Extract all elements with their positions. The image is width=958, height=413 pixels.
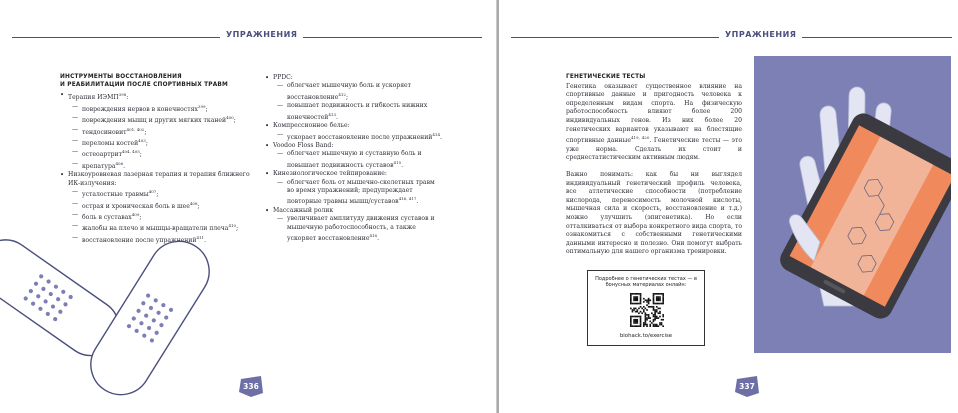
sub-list <box>273 179 443 207</box>
section-title-line-2: И РЕАБИЛИТАЦИИ ПОСЛЕ СПОРТИВНЫХ ТРАВМ <box>60 81 228 88</box>
punctuation: ; <box>205 105 208 113</box>
list-item-text: Низкоуровневая лазерная терапия и терапия ближнего ИК-излучения: <box>68 171 250 187</box>
page-number: 336 <box>243 381 259 391</box>
list-item-text: Кинезиологическое тейпирование: <box>273 170 387 178</box>
list-item-text: Массажный ролик <box>273 206 334 214</box>
sub-list-item-text: повреждения мышц и других мягких тканей <box>82 117 227 125</box>
punctuation: . <box>204 236 207 244</box>
sub-list <box>273 150 443 170</box>
punctuation: ; <box>156 191 159 199</box>
sub-list-item-text: переломы костей <box>82 139 139 147</box>
sub-list-item-text: облегчает мышечную и суставную боль и повышает подвижность суставов <box>287 150 422 169</box>
sub-list <box>273 131 443 142</box>
footnote-ref: 414 <box>432 131 440 137</box>
punctuation: . <box>401 161 404 169</box>
footnote-ref: 415 <box>393 159 402 165</box>
footnote-ref: 398 <box>118 92 127 98</box>
sub-list-item <box>277 102 443 122</box>
punctuation: . <box>416 198 419 206</box>
list-item <box>265 207 443 244</box>
header-label: УПРАЖНЕНИЯ <box>220 30 303 39</box>
footnote-ref: 411 <box>196 234 205 240</box>
footnote-ref: 409 <box>131 211 140 217</box>
sub-list-item <box>277 215 443 243</box>
qr-code-icon[interactable] <box>630 293 664 327</box>
footnote-ref: 400 <box>226 115 234 121</box>
right-page <box>499 0 958 413</box>
sub-list-item-text: увеличивает амплитуду движения суставов и мышечную работоспособность, а также ускоряет восстановление <box>287 215 435 243</box>
punctuation: : <box>126 94 129 102</box>
footnote-ref: 418 <box>369 233 378 239</box>
left-column-2 <box>265 74 443 244</box>
footnote-ref: 403 <box>138 137 146 143</box>
list-item <box>265 170 443 207</box>
sub-list-item <box>277 131 443 142</box>
list-item <box>265 122 443 142</box>
sub-list-item-text: повышает подвижность и гибкость нижних конечностей <box>287 102 428 121</box>
sub-list-item-text: повреждения нервов в конечностях <box>82 105 198 113</box>
list-item-text: Терапия ИЭМП <box>68 94 119 102</box>
sub-list-item <box>277 150 443 170</box>
sub-list-item-text: восстановление после упражнений <box>82 236 197 244</box>
paragraph-1-text-end: . Генетические тесты — это уже норма. Сделать их стоит и среднестатистическим активным людям. <box>566 137 742 162</box>
punctuation: ; <box>144 128 147 136</box>
punctuation: ; <box>236 225 239 233</box>
punctuation: ; <box>233 117 236 125</box>
punctuation: . <box>440 133 442 141</box>
sub-list-item <box>72 114 250 125</box>
sub-list-item-text: облегчает боль от мышечно-скелетных травм во время упражнений; предупреждает повторные травмы мышц/суставов <box>287 178 435 206</box>
sub-list-item-text: ускорает восстановление после упражнений <box>287 133 433 141</box>
phone-icon <box>776 109 951 323</box>
footnote-ref: 413 <box>328 111 336 117</box>
sub-list-item <box>72 148 250 159</box>
list-item-text: Voodoo Floss Band: <box>273 141 334 149</box>
sub-list-item <box>72 103 250 114</box>
punctuation: ; <box>145 139 148 147</box>
qr-caption: Подробнее о генетических тестах — в бонусных материалах онлайн: <box>595 276 697 289</box>
paragraph-2: Важно понимать: как бы ни выглядел индивидуальный генетический профиль человека, все атлетические способности (потребление кислорода, переносимость молочной кислоты, мышечная сила и скорость, восстановление и т.д.) можно улучшить (эпигенетика). Но если отталкиваться от выбора конкретного вида спорта, то ознакомиться с собственными генетическими данными интересно и полезно. Они помогут выбрать оптимальную для нашего организма тренировки. <box>566 170 742 256</box>
genetic-tests-section <box>566 74 742 257</box>
list-item-text: Компрессионное белье: <box>273 122 350 130</box>
hand-phone-illustration <box>754 56 951 353</box>
paragraph-1-text: Генетика оказывает существенное влияние на спортивные данные и пригодность человека к определенным видам спорта. На физическую работоспособность влияют более 200 индивидуальных генов. Из них более 20 генетических вариантов указывают на блестящие спортивные данные <box>566 82 742 145</box>
page-number-badge <box>238 375 264 397</box>
footnote-ref: 406 <box>115 160 124 166</box>
punctuation: . <box>336 113 338 121</box>
sub-list-item-text: крепатура <box>82 162 116 170</box>
footnote-ref: 419, 420 <box>630 135 650 141</box>
section-title <box>60 74 250 89</box>
sub-list-item-text: облегчает мышечную боль и ускоряет восстановление <box>287 82 412 101</box>
sub-list-item-text: тендосиновит <box>82 128 127 136</box>
sub-list-item-text: острая и хроническая боль в шее <box>82 202 190 210</box>
sub-list-item <box>72 160 250 171</box>
footnote-ref: 401, 402 <box>126 126 145 132</box>
bandages-illustration <box>0 200 260 410</box>
right-page-header <box>511 28 952 48</box>
hand-phone-svg <box>754 56 951 353</box>
punctuation: . <box>123 162 126 170</box>
footnote-ref: 416, 417 <box>398 196 417 202</box>
sub-list <box>273 82 443 122</box>
punctuation: ; <box>345 93 349 101</box>
sub-list-item <box>72 126 250 137</box>
sub-list-item-text: остеоартрит <box>82 151 122 159</box>
footnote-ref: 408 <box>189 200 198 206</box>
sub-list-item <box>72 137 250 148</box>
qr-link[interactable]: biohack.to/exercise <box>619 333 673 339</box>
sub-list-item-text: боль в суставах <box>82 213 132 221</box>
qr-callout <box>587 270 705 346</box>
list-item <box>265 142 443 170</box>
left-page-header <box>12 28 482 48</box>
footnote-ref: 410 <box>228 223 237 229</box>
list-item-text: PPDC: <box>273 74 293 81</box>
punctuation: ; <box>197 202 200 210</box>
punctuation: ; <box>139 151 142 159</box>
list-item <box>60 91 250 171</box>
recovery-tools-list <box>265 74 443 244</box>
section-title: ГЕНЕТИЧЕСКИЕ ТЕСТЫ <box>566 74 646 80</box>
footnote-ref: 407 <box>148 189 157 195</box>
footnote-ref: 404, 405 <box>121 149 140 155</box>
sub-list-item <box>277 82 443 102</box>
sub-list-item <box>72 188 250 199</box>
sub-list-item <box>277 179 443 207</box>
punctuation: . <box>377 235 380 243</box>
sub-list-item-text: жалобы на плечо и мышцы-вращатели плеча <box>82 225 229 233</box>
footnote-ref: 412 <box>338 91 346 97</box>
footnote-ref: 399 <box>197 103 206 109</box>
section-title-line-1: ИНСТРУМЕНТЫ ВОССТАНОВЛЕНИЯ <box>60 74 182 80</box>
page-number: 337 <box>739 381 755 391</box>
list-item <box>265 74 443 122</box>
sub-list <box>273 215 443 243</box>
punctuation: ; <box>139 213 142 221</box>
header-label: УПРАЖНЕНИЯ <box>719 30 802 39</box>
sub-list <box>68 103 250 172</box>
sub-list-item-text: усталостные травмы <box>82 191 149 199</box>
paragraph-1 <box>566 83 742 163</box>
page-number-badge <box>734 375 760 397</box>
